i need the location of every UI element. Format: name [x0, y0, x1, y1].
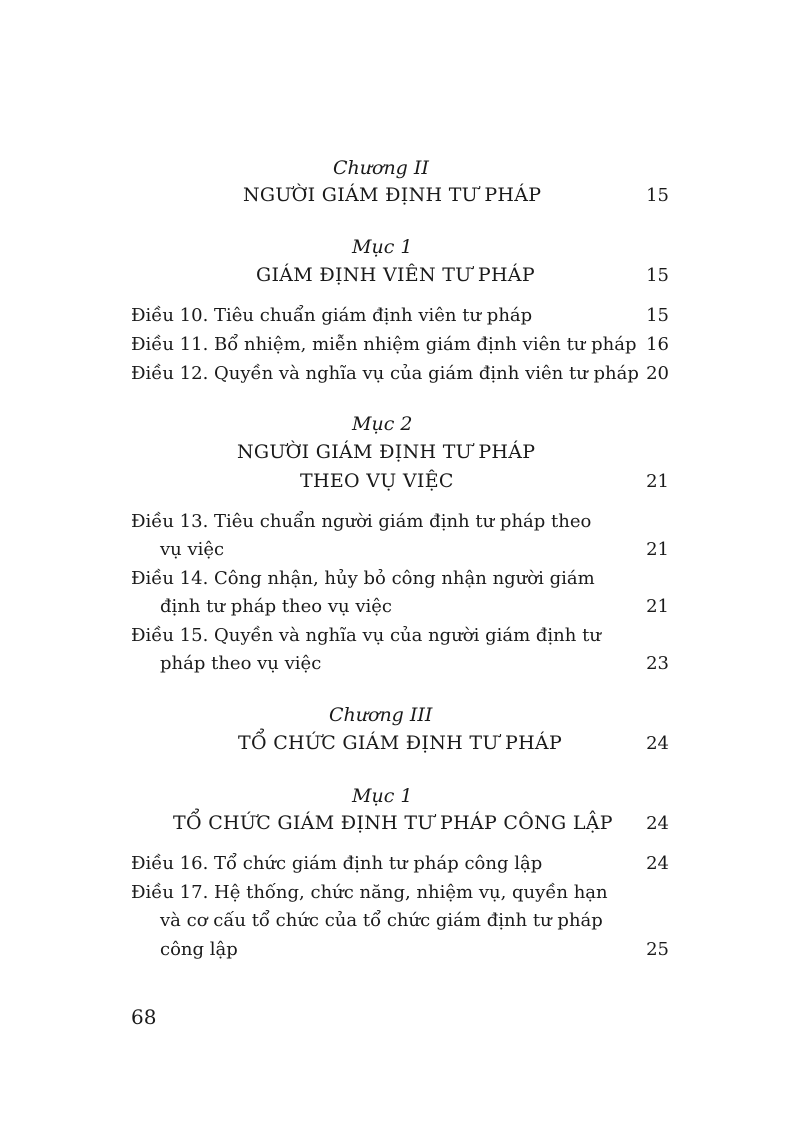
section-title: NGƯỜI GIÁM ĐỊNH TƯ PHÁP: [237, 441, 536, 463]
chapter-title: NGƯỜI GIÁM ĐỊNH TƯ PHÁP: [243, 184, 542, 206]
toc-entry-continued: vụ việc: [160, 539, 225, 560]
section-label: Mục 1: [352, 236, 413, 258]
chapter-label: Chương III: [329, 704, 433, 726]
toc-entry: Điều 16. Tổ chức giám định tư pháp công lập: [131, 853, 543, 874]
toc-entry-continued: công lập: [160, 939, 238, 960]
page-ref: 20: [646, 363, 669, 384]
section-title: GIÁM ĐỊNH VIÊN TƯ PHÁP: [256, 264, 535, 286]
toc-entry: Điều 15. Quyền và nghĩa vụ của người giám định tư: [131, 625, 601, 646]
page-ref: 24: [646, 853, 669, 874]
page-ref: 15: [646, 185, 669, 206]
page-ref: 16: [646, 334, 669, 355]
section-title: THEO VỤ VIỆC: [300, 470, 454, 492]
toc-entry: Điều 13. Tiêu chuẩn người giám định tư pháp theo: [131, 511, 592, 532]
section-title: TỔ CHỨC GIÁM ĐỊNH TƯ PHÁP CÔNG LẬP: [173, 812, 613, 834]
toc-entry: Điều 12. Quyền và nghĩa vụ của giám định viên tư pháp: [131, 363, 639, 384]
toc-entry: Điều 14. Công nhận, hủy bỏ công nhận người giám: [131, 568, 595, 589]
toc-entry-continued: pháp theo vụ việc: [160, 653, 322, 674]
page-ref: 23: [646, 653, 669, 674]
toc-entry: Điều 17. Hệ thống, chức năng, nhiệm vụ, quyền hạn: [131, 882, 608, 903]
page-number: 68: [131, 1005, 157, 1029]
page-ref: 21: [646, 539, 669, 560]
chapter-title: TỔ CHỨC GIÁM ĐỊNH TƯ PHÁP: [238, 732, 563, 754]
page-ref: 24: [646, 733, 669, 754]
page-ref: 25: [646, 939, 669, 960]
page-ref: 24: [646, 813, 669, 834]
page-ref: 21: [646, 471, 669, 492]
toc-entry: Điều 10. Tiêu chuẩn giám định viên tư pháp: [131, 305, 533, 326]
section-label: Mục 1: [352, 785, 413, 807]
toc-entry-continued: định tư pháp theo vụ việc: [160, 596, 393, 617]
chapter-label: Chương II: [333, 157, 429, 179]
page-ref: 21: [646, 596, 669, 617]
toc-entry: Điều 11. Bổ nhiệm, miễn nhiệm giám định viên tư pháp: [131, 334, 637, 355]
section-label: Mục 2: [352, 413, 413, 435]
toc-entry-continued: và cơ cấu tổ chức của tổ chức giám định tư pháp: [160, 910, 603, 931]
page-ref: 15: [646, 265, 669, 286]
page-ref: 15: [646, 305, 669, 326]
